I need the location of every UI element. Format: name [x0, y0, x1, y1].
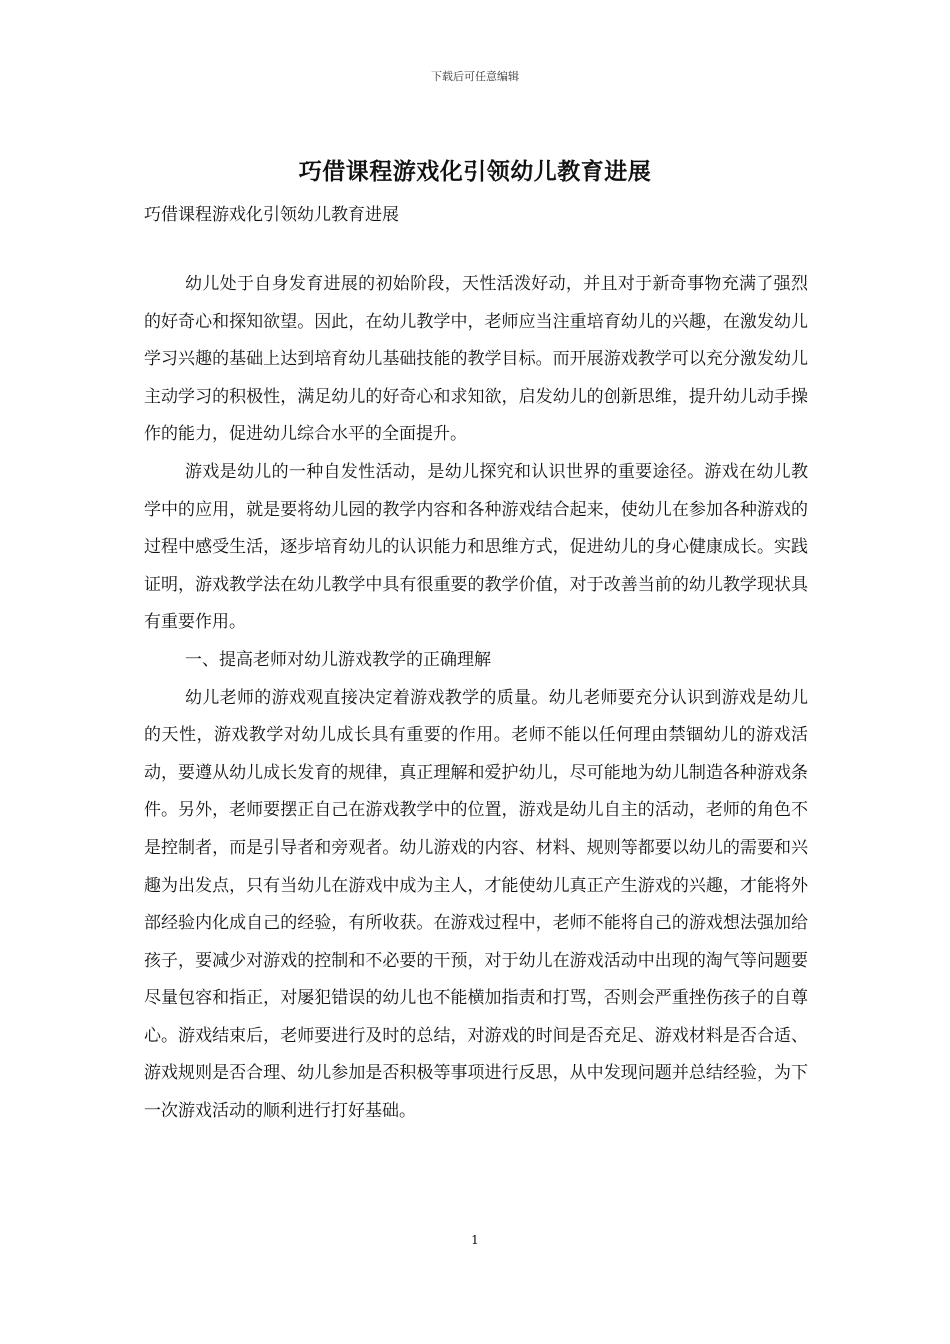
paragraph-teacher-view: 幼儿老师的游戏观直接决定着游戏教学的质量。幼儿老师要充分认识到游戏是幼儿的天性，游戏教学对幼儿成长具有重要的作用。老师不能以任何理由禁锢幼儿的游戏活动，要遵从幼儿成长发育的规律，真正理解和爱护幼儿，尽可能地为幼儿制造各种游戏条件。另外，老师要摆正自己在游戏教学中的位置，游戏是幼儿自主的活动，老师的角色不是控制者，而是引导者和旁观者。幼儿游戏的内容、材料、规则等都要以幼儿的需要和兴趣为出发点，只有当幼儿在游戏中成为主人，才能使幼儿真正产生游戏的兴趣，才能将外部经验内化成自己的经验，有所收获。在游戏过程中，老师不能将自己的游戏想法强加给孩子，要减少对游戏的控制和不必要的干预，对于幼儿在游戏活动中出现的淘气等问题要尽量包容和指正，对屡犯错误的幼儿也不能横加指责和打骂，否则会严重挫伤孩子的自尊心。游戏结束后，老师要进行及时的总结，对游戏的时间是否充足、游戏材料是否合适、游戏规则是否合理、幼儿参加是否积极等事项进行反思，从中发现问题并总结经验，为下一次游戏活动的顺利进行打好基础。	[144, 687, 808, 1122]
page-number: 1	[471, 1233, 479, 1247]
document-body	[144, 266, 808, 1131]
header-note: 下载后可任意编辑	[431, 70, 519, 83]
document-title: 巧借课程游戏化引领幼儿教育进展	[298, 158, 652, 185]
paragraph-intro: 幼儿处于自身发育进展的初始阶段，天性活泼好动，并且对于新奇事物充满了强烈的好奇心和探知欲望。因此，在幼儿教学中，老师应当注重培育幼儿的兴趣，在激发幼儿学习兴趣的基础上达到培育幼儿基础技能的教学目标。而开展游戏教学可以充分激发幼儿主动学习的积极性，满足幼儿的好奇心和求知欲，启发幼儿的创新思维，提升幼儿动手操作的能力，促进幼儿综合水平的全面提升。	[144, 274, 808, 445]
document-subtitle: 巧借课程游戏化引领幼儿教育进展	[144, 205, 399, 225]
section-heading-1: 一、提高老师对幼儿游戏教学的正确理解	[185, 649, 491, 670]
paragraph-game-role: 游戏是幼儿的一种自发性活动，是幼儿探究和认识世界的重要途径。游戏在幼儿教学中的应用，就是要将幼儿园的教学内容和各种游戏结合起来，使幼儿在参加各种游戏的过程中感受生活，逐步培育幼儿的认识能力和思维方式，促进幼儿的身心健康成长。实践证明，游戏教学法在幼儿教学中具有很重要的教学价值，对于改善当前的幼儿教学现状具有重要作用。	[144, 461, 808, 633]
